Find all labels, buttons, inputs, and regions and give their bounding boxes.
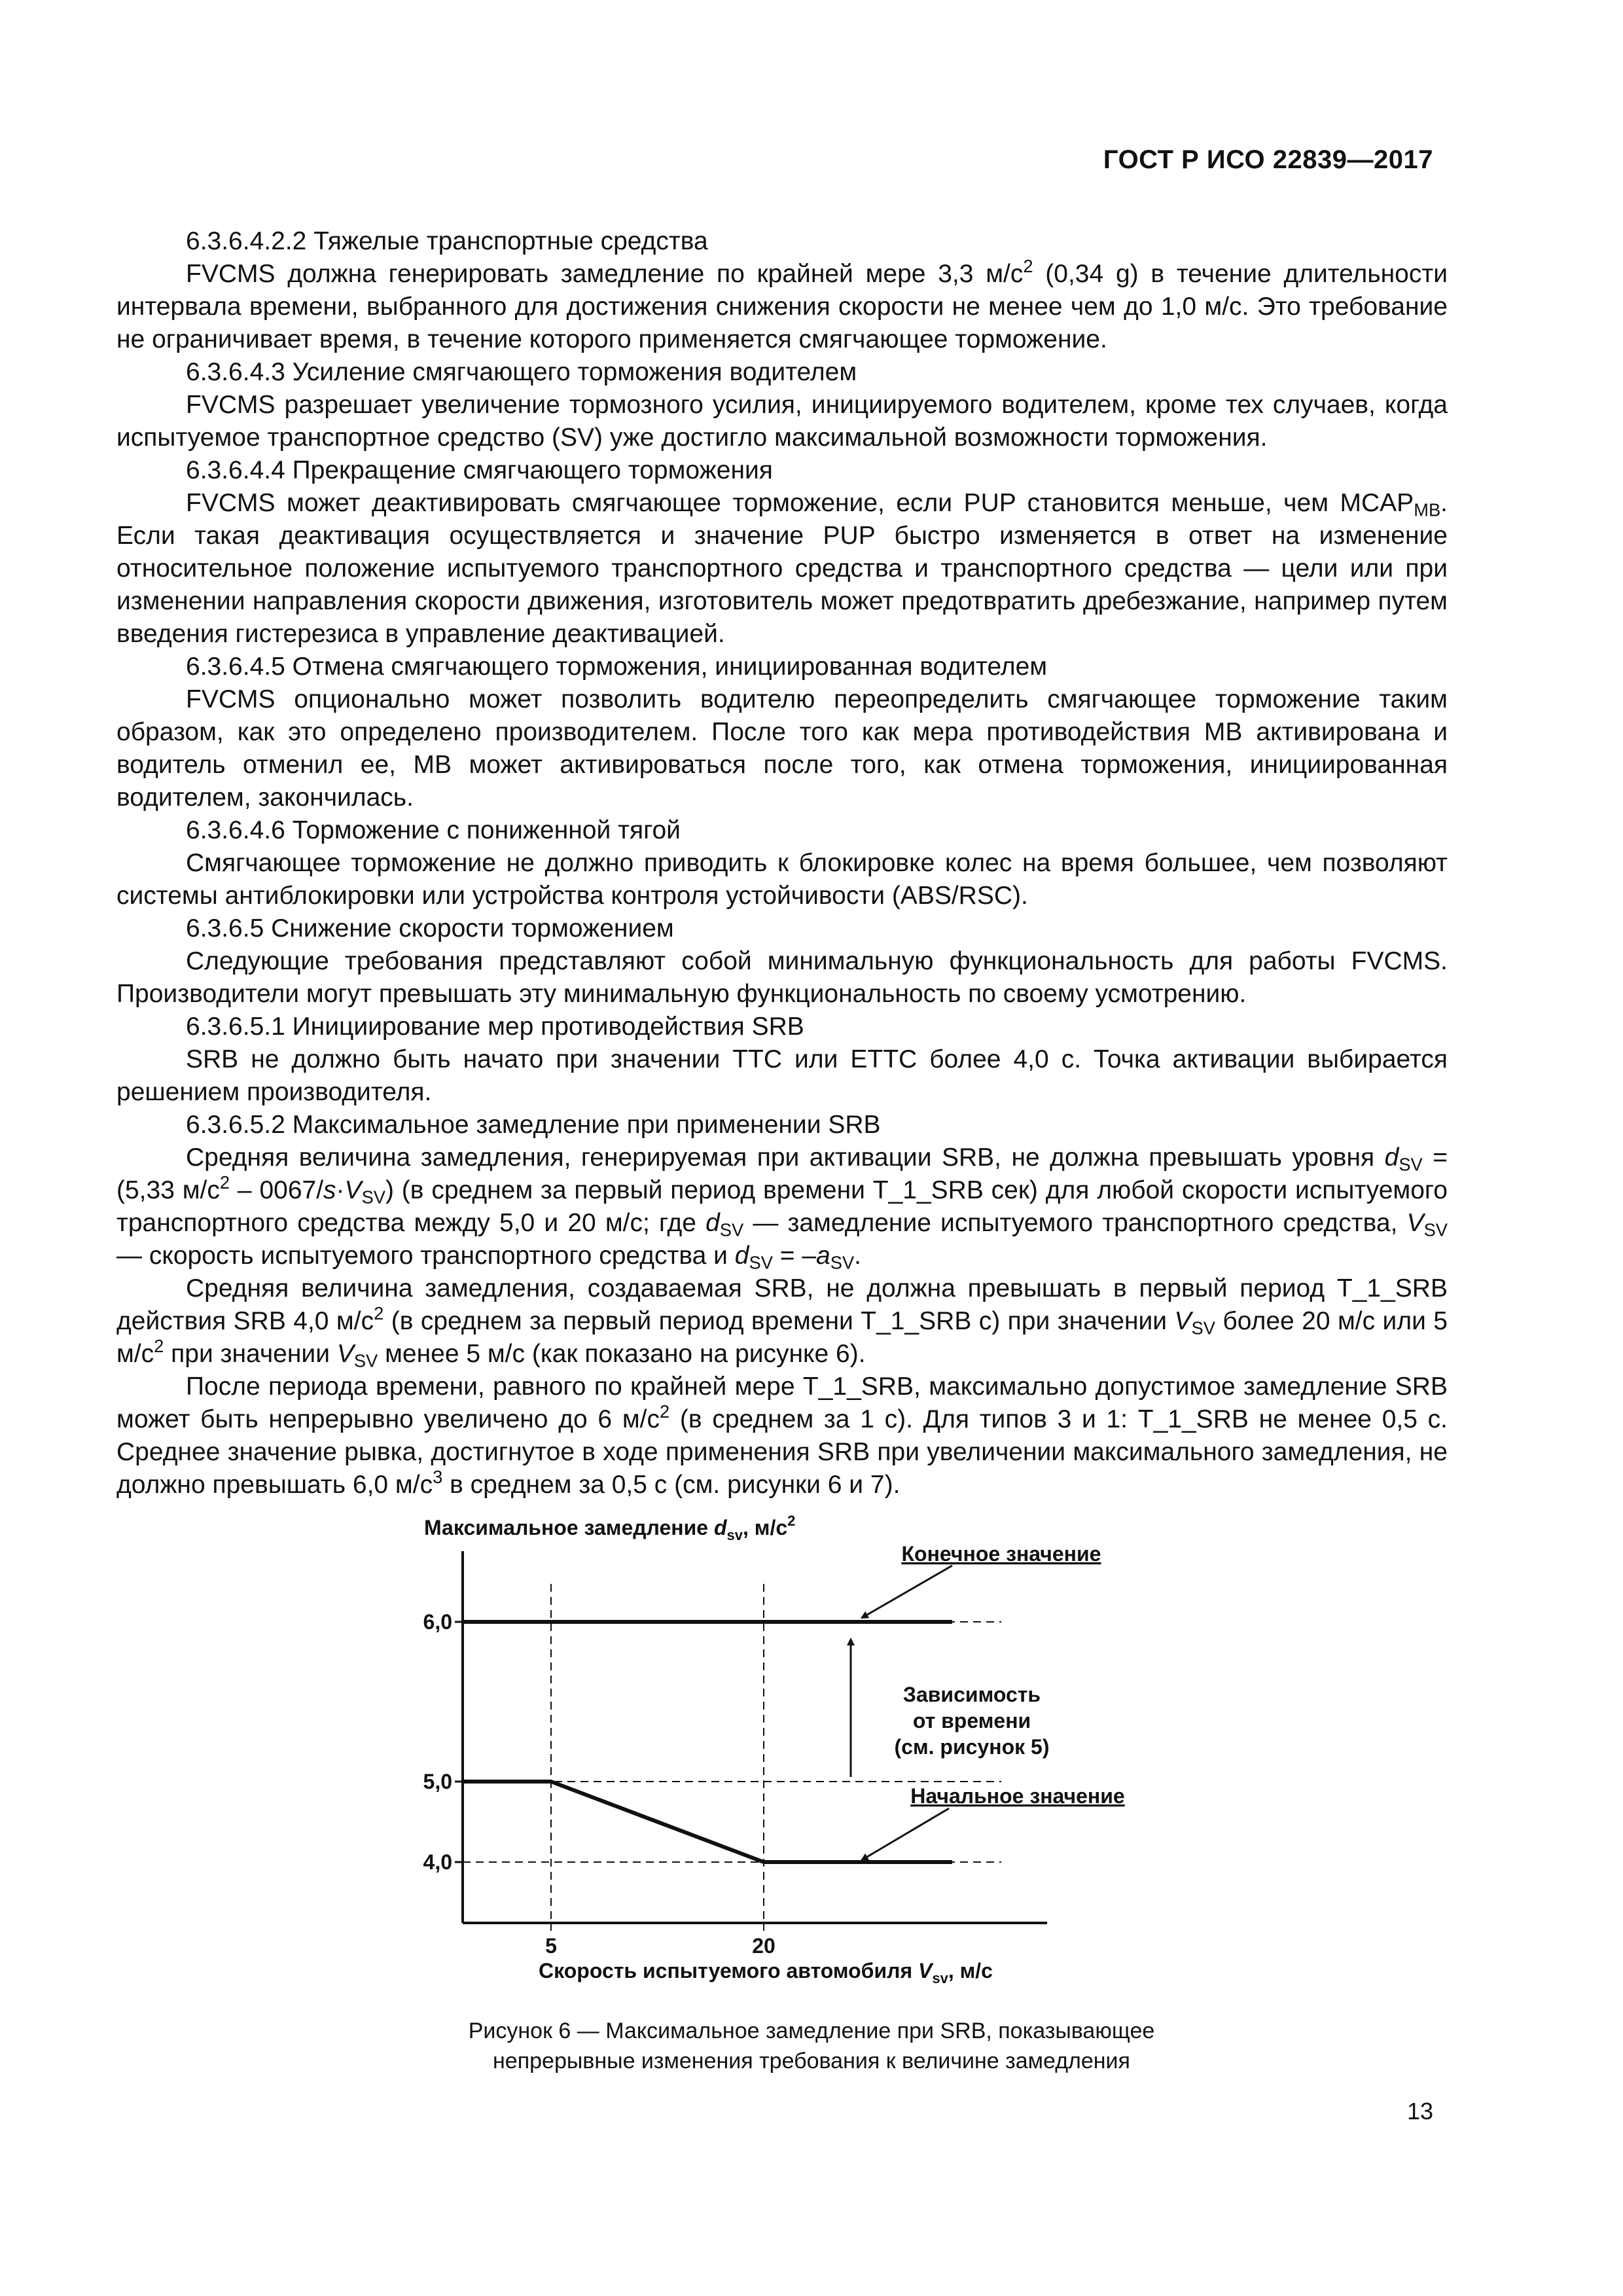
y-axis-title: Максимальное замедление $d_{sv}$, $м/с^2$ <box>424 1513 796 1543</box>
figure-6 <box>0 1505 1623 1986</box>
deceleration-chart <box>0 1505 1623 1986</box>
section-heading: 6.3.6.4.2.2 Тяжелые транспортные средства <box>186 227 708 255</box>
final-value-arrow <box>864 1566 952 1617</box>
paragraph: Средняя величина замедления, создаваемая SRB, не должна превышать в первый период T_1_SRB действия SRB 4,0 $м/с^2$ (в среднем за первый период времени T_1_SRB с) при значении $V_{SV}$ более 20 м/с или 5 $м/с^2$ при значении $V_{SV}$ менее 5 м/с (как показано на рисунке 6). <box>116 1274 1448 1371</box>
section-heading: 6.3.6.5.1 Инициирование мер противодействия SRB <box>186 1013 804 1041</box>
y-tick-label: 4,0 <box>423 1850 452 1874</box>
initial-value-arrow <box>864 1808 949 1859</box>
caption-line-2: непрерывные изменения требования к величине замедления <box>493 2049 1130 2073</box>
y-tick-label: 6,0 <box>423 1610 452 1634</box>
document-header: ГОСТ Р ИСО 22839—2017 <box>1103 145 1433 174</box>
section-heading: 6.3.6.4.6 Торможение с пониженной тягой <box>186 816 681 844</box>
page-number: 13 <box>1406 2098 1433 2125</box>
section-heading: 6.3.6.4.5 Отмена смягчающего торможения, инициированная водителем <box>186 653 1048 681</box>
paragraph: FVCMS должна генерировать замедление по крайней мере 3,3 $м/с^2$ (0,34 g) в течение длительности интервала времени, выбранного для достижения снижения скорости не менее чем до 1,0 м/с. Это требование не ограничивает время, в течение которого применяется смягчающее торможение. <box>116 256 1448 353</box>
section-heading: 6.3.6.4.4 Прекращение смягчающего торможения <box>186 456 773 484</box>
paragraph: FVCMS опционально может позволить водителю переопределить смягчающее торможение таким образом, как это определено производителем. После того как мера противодействия MB активирована и водитель отменил ее, MB может активироваться после того, как отмена торможения, инициированная водителем, закончилась. <box>116 685 1448 812</box>
x-tick-label: 5 <box>545 1934 557 1958</box>
label-time-dependence-2: от времени <box>912 1709 1031 1732</box>
x-tick-label: 20 <box>752 1934 776 1958</box>
x-axis-title: Скорость испытуемого автомобиля $V_{sv}$, м/с <box>539 1959 993 1986</box>
paragraph: Средняя величина замедления, генерируемая при активации SRB, не должна превышать уровня $d_{SV} = (5,33$ $м/с^2 - 0067/s\cdot V_{SV}$) (в среднем за первый период времени T_1_SRB сек) для любой скорости испытуемого транспортного средства между 5,0 и 20 м/с; где $d_{SV}$ — замедление испытуемого транспортного средства, $V_{SV}$ — скорость испытуемого транспортного средства и $d_{SV} = -a_{SV}$. <box>116 1143 1448 1273</box>
paragraph: SRB не должно быть начато при значении TTC или ETTC более 4,0 с. Точка активации выбирается решением производителя. <box>116 1045 1448 1106</box>
paragraph: Следующие требования представляют собой минимальную функциональность для работы FVCMS. Производители могут превышать эту минимальную функциональность по своему усмотрению. <box>116 947 1448 1008</box>
section-heading: 6.3.6.4.3 Усиление смягчающего торможения водителем <box>186 358 857 386</box>
section-heading: 6.3.6.5.2 Максимальное замедление при применении SRB <box>186 1111 881 1139</box>
paragraph: Смягчающее торможение не должно приводить к блокировке колес на время большее, чем позволяют системы антиблокировки или устройства контроля устойчивости (ABS/RSC). <box>116 849 1448 910</box>
section-heading: 6.3.6.5 Снижение скорости торможением <box>186 914 674 942</box>
label-time-dependence-1: Зависимость <box>902 1683 1041 1706</box>
body-text <box>116 225 1448 1501</box>
paragraph: FVCMS может деактивировать смягчающее торможение, если PUP становится меньше, чем $MCAP_{MB}$. Если такая деактивация осуществляется и значение PUP быстро изменяется в ответ на изменение относительное положение испытуемого транспортного средства и транспортного средства — цели или при изменении направления скорости движения, изготовитель может предотвратить дребезжание, например путем введения гистерезиса в управление деактивацией. <box>116 489 1448 648</box>
label-time-dependence-3: (см. рисунок 5) <box>894 1735 1050 1759</box>
paragraph: После периода времени, равного по крайней мере T_1_SRB, максимально допустимое замедление SRB может быть непрерывно увеличено до 6 $м/с^2$ (в среднем за 1 с). Для типов 3 и 1: T_1_SRB не менее 0,5 с. Среднее значение рывка, достигнутое в ходе применения SRB при увеличении максимального замедления, не должно превышать 6,0 $м/с^3$ в среднем за 0,5 с (см. рисунки 6 и 7). <box>116 1372 1448 1499</box>
paragraph: FVCMS разрешает увеличение тормозного усилия, инициируемого водителем, кроме тех случаев, когда испытуемое транспортное средство (SV) уже достигло максимальной возможности торможения. <box>116 391 1448 452</box>
figure-caption <box>0 2016 1623 2076</box>
label-initial-value: Начальное значение <box>910 1784 1125 1808</box>
label-final-value: Конечное значение <box>901 1542 1101 1566</box>
y-tick-label: 5,0 <box>423 1770 452 1793</box>
caption-line-1: Рисунок 6 — Максимальное замедление при SRB, показывающее <box>468 2018 1155 2043</box>
